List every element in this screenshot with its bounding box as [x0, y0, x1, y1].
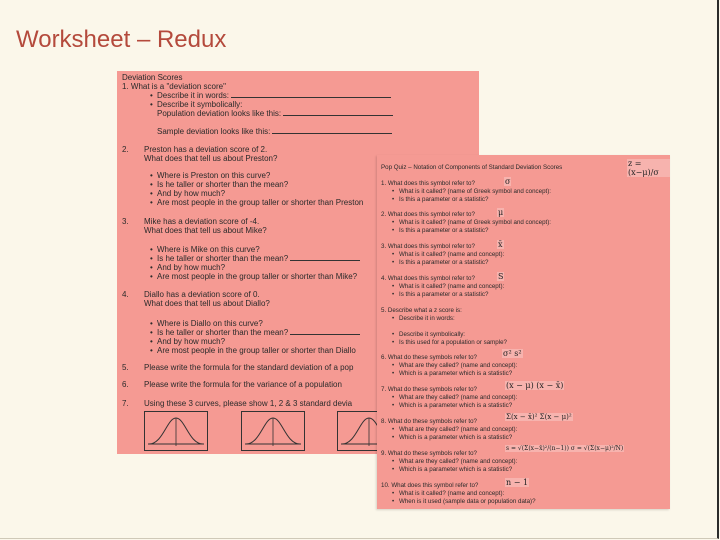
question-line: Please write the formula for the variance of a population: [144, 380, 342, 389]
answer-line[interactable]: [283, 109, 393, 116]
worksheet-page-2: [377, 155, 670, 509]
quiz-question-6: 6. What do these symbols refer to?: [381, 354, 477, 361]
question-line: • Are most people in the group taller or shorter than Mike?: [157, 272, 357, 281]
s-symbol: S: [498, 272, 504, 281]
question-line: • Describe it symbolically:: [157, 100, 242, 109]
question-line: Preston has a deviation score of 2.: [144, 145, 268, 154]
question-line: What does that tell us about Mike?: [144, 226, 267, 235]
quiz-question-2: 2. What does this symbol refer to?: [381, 211, 475, 218]
question-line: What does that tell us about Diallo?: [144, 299, 270, 308]
quiz-line: • Which is a parameter which is a statistic?: [399, 402, 512, 409]
question-number: 5.: [122, 363, 129, 372]
question-line: • Describe it in words:: [157, 91, 391, 100]
quiz-line: • Which is a parameter which is a statistic?: [399, 370, 512, 377]
x-bar-symbol: x̄: [498, 240, 503, 249]
question-line: • Where is Mike on this curve?: [157, 245, 260, 254]
quiz-line: • Describe it symbolically:: [399, 331, 465, 338]
quiz-line: • What are they called? (name and concept):: [399, 426, 517, 433]
quiz-line: • Describe it in words:: [399, 315, 455, 322]
question-number: 6.: [122, 380, 129, 389]
bell-curve-icon: [145, 412, 207, 450]
quiz-line: • Is this used for a population or sample?: [399, 339, 507, 346]
question-line: • Are most people in the group taller or shorter than Diallo: [157, 346, 356, 355]
answer-line[interactable]: [231, 91, 391, 98]
quiz-question-3: 3. What does this symbol refer to?: [381, 243, 475, 250]
question-number: 3.: [122, 217, 129, 226]
variance-symbols: σ² s²: [503, 349, 522, 358]
quiz-line: • Which is a parameter which is a statistic?: [399, 466, 512, 473]
question-line: • Where is Diallo on this curve?: [157, 319, 263, 328]
quiz-line: • What is it called? (name of Greek symbol and concept):: [399, 219, 551, 226]
question-line: Population deviation looks like this:: [157, 109, 393, 118]
quiz-question-10: 10. What does this symbol refer to?: [381, 482, 479, 489]
z-score-formula: z = (x−μ)/σ: [627, 159, 670, 177]
question-line: • Is he taller or shorter than the mean?: [157, 254, 360, 263]
pop-quiz-heading: Pop Quiz – Notation of Components of Standard Deviation Scores: [381, 164, 563, 171]
sigma-symbol: σ: [505, 177, 511, 186]
question-number: 4.: [122, 290, 129, 299]
question-line: Mike has a deviation score of -4.: [144, 217, 260, 226]
question-line: What does that tell us about Preston?: [144, 154, 278, 163]
quiz-line: • Is this a parameter or a statistic?: [399, 291, 488, 298]
quiz-question-4: 4. What does this symbol refer to?: [381, 275, 475, 282]
quiz-line: • What is it called? (name and concept):: [399, 251, 504, 258]
slide-title: Worksheet – Redux: [16, 26, 227, 53]
quiz-line: • Which is a parameter which is a statistic?: [399, 434, 512, 441]
answer-line[interactable]: [290, 254, 360, 261]
normal-curve-1[interactable]: [144, 411, 208, 451]
mu-symbol: μ: [498, 208, 504, 217]
std-dev-formulas: s = √(Σ(x−x̄)²/(n−1)) σ = √(Σ(x−μ)²/N): [506, 445, 624, 452]
answer-line[interactable]: [272, 127, 392, 134]
question-line: Using these 3 curves, please show 1, 2 & 3 standard devia: [144, 399, 353, 408]
question-line: • And by how much?: [157, 263, 225, 272]
question-line: Sample deviation looks like this:: [157, 127, 392, 136]
question-number: 2.: [122, 145, 129, 154]
sum-of-squares-symbols: Σ(x − x̄)² Σ(x − μ)²: [506, 413, 572, 421]
question-line: Please write the formula for the standard deviation of a pop: [144, 363, 354, 372]
quiz-line: • Is this a parameter or a statistic?: [399, 259, 488, 266]
answer-line[interactable]: [290, 328, 360, 335]
quiz-question-1: 1. What does this symbol refer to?: [381, 180, 475, 187]
question-line: • And by how much?: [157, 189, 225, 198]
bell-curve-icon: [242, 412, 304, 450]
question-number: 7.: [122, 399, 129, 408]
n-minus-1-symbol: n − 1: [506, 478, 529, 487]
worksheet-heading: Deviation Scores: [122, 73, 183, 82]
quiz-line: • When is it used (sample data or population data)?: [399, 498, 536, 505]
quiz-question-5: 5. Describe what a z score is:: [381, 307, 462, 314]
question-line: • Is he taller or shorter than the mean?: [157, 328, 360, 337]
quiz-line: • What is it called? (name of Greek symbol and concept):: [399, 188, 551, 195]
quiz-question-8: 8. What do these symbols refer to?: [381, 418, 477, 425]
quiz-question-7: 7. What do these symbols refer to?: [381, 386, 477, 393]
quiz-line: • What are they called? (name and concept):: [399, 458, 517, 465]
question-1: 1. What is a "deviation score": [122, 82, 226, 91]
normal-curve-2[interactable]: [241, 411, 305, 451]
question-line: • Is he taller or shorter than the mean?: [157, 180, 288, 189]
quiz-line: • What are they called? (name and concept):: [399, 362, 517, 369]
question-line: • Where is Preston on this curve?: [157, 171, 270, 180]
quiz-line: • What is it called? (name and concept):: [399, 490, 504, 497]
question-line: • Are most people in the group taller or shorter than Preston: [157, 198, 363, 207]
quiz-line: • What is it called? (name and concept):: [399, 283, 504, 290]
quiz-line: • Is this a parameter or a statistic?: [399, 196, 488, 203]
quiz-line: • Is this a parameter or a statistic?: [399, 227, 488, 234]
question-line: Diallo has a deviation score of 0.: [144, 290, 260, 299]
quiz-question-9: 9. What do these symbols refer to?: [381, 450, 477, 457]
deviation-symbols: (x − μ) (x − x̄): [506, 381, 564, 390]
quiz-line: • What are they called? (name and concept):: [399, 394, 517, 401]
question-line: • And by how much?: [157, 337, 225, 346]
